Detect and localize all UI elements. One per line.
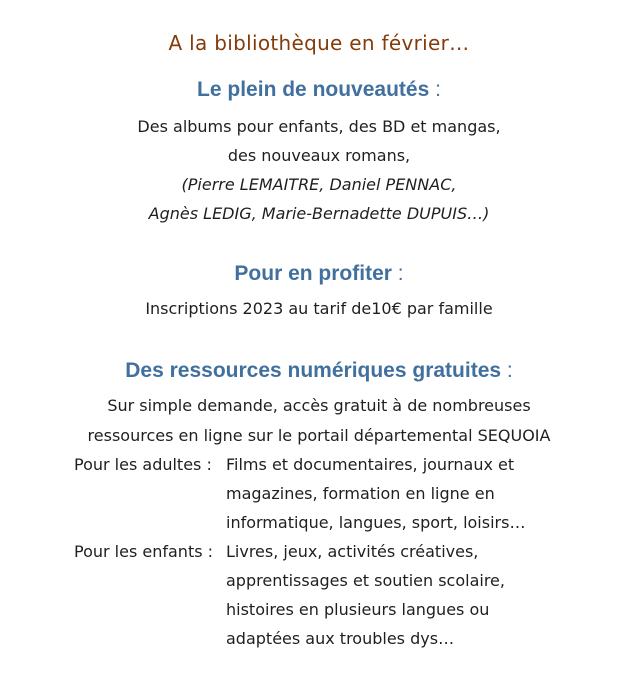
children-desc-line: adaptées aux troubles dys…	[226, 629, 455, 648]
heading-new-releases	[0, 77, 638, 103]
children-desc-line: histoires en plusieurs langues ou	[226, 600, 490, 619]
heading-colon: :	[391, 262, 404, 285]
page-title: A la bibliothèque en février…	[168, 31, 470, 55]
heading-profit-text: Pour en profiter	[234, 262, 392, 285]
authors-line: Agnès LEDIG, Marie-Bernadette DUPUIS…)	[148, 204, 490, 223]
adults-desc-line: magazines, formation en ligne en	[226, 484, 495, 503]
adults-label: Pour les adultes :	[74, 455, 212, 474]
new-releases-line: Des albums pour enfants, des BD et mangas,	[137, 117, 501, 136]
new-releases-line: des nouveaux romans,	[227, 146, 411, 165]
heading-digital-resources	[0, 358, 638, 384]
registration-line: Inscriptions 2023 au tarif de10€ par famille	[145, 299, 493, 318]
authors-line: (Pierre LEMAITRE, Daniel PENNAC,	[181, 175, 457, 194]
heading-new-releases-text: Le plein de nouveautés	[197, 78, 430, 101]
resources-intro-line: Sur simple demande, accès gratuit à de nombreuses	[107, 396, 531, 415]
children-label: Pour les enfants :	[74, 542, 214, 561]
resources-intro-line: ressources en ligne sur le portail départemental SEQUOIA	[87, 426, 551, 445]
heading-colon: :	[501, 359, 513, 382]
heading-digital-resources-text: Des ressources numériques gratuites	[125, 359, 502, 382]
adults-desc-line: informatique, langues, sport, loisirs…	[226, 513, 526, 532]
heading-colon: :	[429, 78, 441, 101]
children-desc-line: apprentissages et soutien scolaire,	[226, 571, 505, 590]
children-desc-line: Livres, jeux, activités créatives,	[226, 542, 479, 561]
heading-profit	[0, 261, 638, 287]
adults-desc-line: Films et documentaires, journaux et	[226, 455, 515, 474]
